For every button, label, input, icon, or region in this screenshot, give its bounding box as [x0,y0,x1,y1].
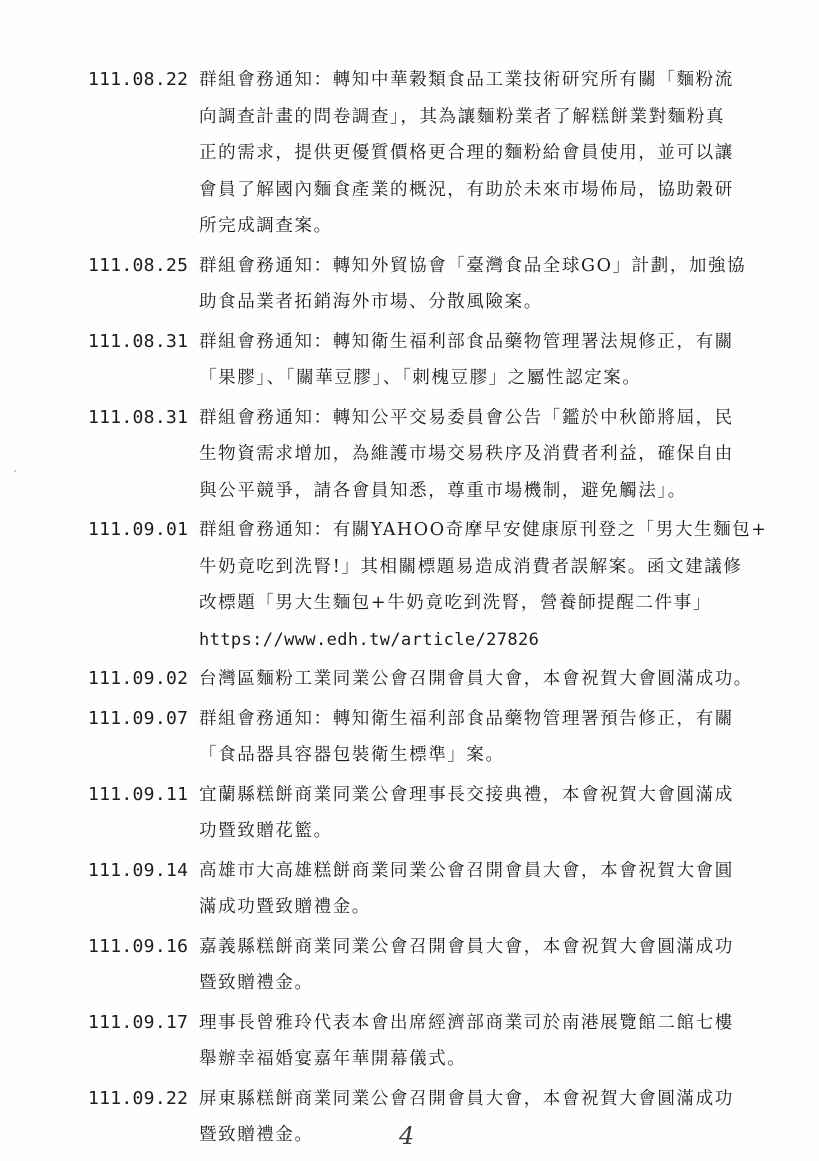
entry-description [199,1081,768,1154]
entry-text-line: 與公平競爭，請各會員知悉，尊重市場機制，避免觸法」。 [199,480,687,501]
entry-date: 111.09.14 [88,859,189,881]
entry-date: 111.09.07 [88,707,189,729]
entry-text-line: 暨致贈禮金。 [199,1125,314,1145]
entry-text-line: 群組會務通知：轉知衛生福利部食品藥物管理署預告修正，有關 [199,708,734,729]
entry-date: 111.09.11 [88,783,189,805]
entry-date: 111.08.31 [88,330,189,352]
log-entry [88,929,768,1002]
entry-text-line: 群組會務通知：轉知衛生福利部食品藥物管理署法規修正，有關 [199,331,734,352]
entry-text-line: 滿成功暨致贈禮金。 [199,897,371,917]
entry-description [199,929,768,1002]
entry-text-line: 群組會務通知：轉知中華穀類食品工業技術研究所有關「麵粉流 [199,70,734,90]
entry-text-line: 嘉義縣糕餅商業同業公會召開會員大會，本會祝賀大會圓滿成功 [199,936,734,957]
entry-text-line: 舉辦幸福婚宴嘉年華開幕儀式。 [199,1049,467,1069]
entry-description [199,248,768,321]
log-entry [88,512,768,658]
entry-date: 111.08.31 [88,406,189,428]
entry-description [199,661,768,698]
entry-text-line: 「食品器具容器包裝衛生標準」案。 [199,745,505,765]
entry-text-line: 功暨致贈花籃。 [199,821,333,841]
entry-text-line: 會員了解國內麵食產業的概況，有助於未來市場佈局，協助穀研 [199,179,734,200]
entry-date: 111.09.02 [88,668,189,689]
entry-text-line: 助食品業者拓銷海外市場、分散風險案。 [199,292,543,312]
log-entry [88,853,768,926]
log-entry [88,701,768,774]
entry-text-line: 改標題「男大生麵包+牛奶竟吃到洗腎，營養師提醒二件事」 [199,593,712,613]
entry-date: 111.09.01 [88,519,189,540]
entry-text-line: 生物資需求增加，為維護市場交易秩序及消費者利益，確保自由 [199,444,734,464]
log-entry [88,777,768,850]
entry-text-line: 屏東縣糕餅商業同業公會召開會員大會，本會祝賀大會圓滿成功 [199,1088,734,1109]
entry-description [199,324,768,397]
entry-text-line: 宜蘭縣糕餅商業同業公會理事長交接典禮，本會祝賀大會圓滿成 [199,784,734,805]
log-entry [88,62,768,245]
event-log-list [88,62,768,1157]
entry-text-line: 暨致贈禮金。 [199,973,314,993]
entry-description [199,400,768,510]
entry-description [199,1005,768,1078]
entry-date: 111.09.17 [88,1011,189,1033]
log-entry [88,661,768,698]
log-entry [88,248,768,321]
scan-speck [14,470,16,472]
entry-description [199,853,768,926]
entry-text-line: 正的需求，提供更優質價格更合理的麵粉給會員使用，並可以讓 [199,143,734,163]
log-entry [88,324,768,397]
entry-text-line: 群組會務通知：轉知外貿協會「臺灣食品全球GO」計劃，加強協 [199,255,747,276]
entry-description [199,512,768,658]
entry-date: 111.08.22 [88,69,189,90]
entry-date: 111.09.22 [88,1087,189,1109]
entry-text-line: 理事長曾雅玲代表本會出席經濟部商業司於南港展覽館二館七樓 [199,1012,734,1033]
log-entry [88,400,768,510]
entry-url: https://www.edh.tw/article/27826 [199,629,540,650]
log-entry [88,1081,768,1154]
entry-text-line: 牛奶竟吃到洗腎!」其相關標題易造成消費者誤解案。函文建議修 [199,556,743,577]
entry-text-line: 台灣區麵粉工業同業公會召開會員大會，本會祝賀大會圓滿成功。 [199,669,753,689]
entry-text-line: 向調查計畫的問卷調查」，其為讓麵粉業者了解糕餅業對麵粉真 [199,106,726,127]
entry-text-line: 高雄市大高雄糕餅商業同業公會召開會員大會，本會祝賀大會圓 [199,860,734,881]
entry-text-line: 「果膠」、「關華豆膠」、「刺槐豆膠」之屬性認定案。 [199,368,642,388]
entry-date: 111.08.25 [88,254,189,276]
entry-date: 111.09.16 [88,935,189,957]
entry-text-line: 所完成調查案。 [199,216,333,236]
entry-description [199,62,768,245]
entry-text-line: 群組會務通知：轉知公平交易委員會公告「鑑於中秋節將屆，民 [199,407,734,428]
log-entry [88,1005,768,1078]
entry-description [199,777,768,850]
entry-description [199,701,768,774]
page-number: 4 [399,1122,415,1150]
entry-text-line: 群組會務通知：有關YAHOO奇摩早安健康原刊登之「男大生麵包+ [199,520,768,540]
